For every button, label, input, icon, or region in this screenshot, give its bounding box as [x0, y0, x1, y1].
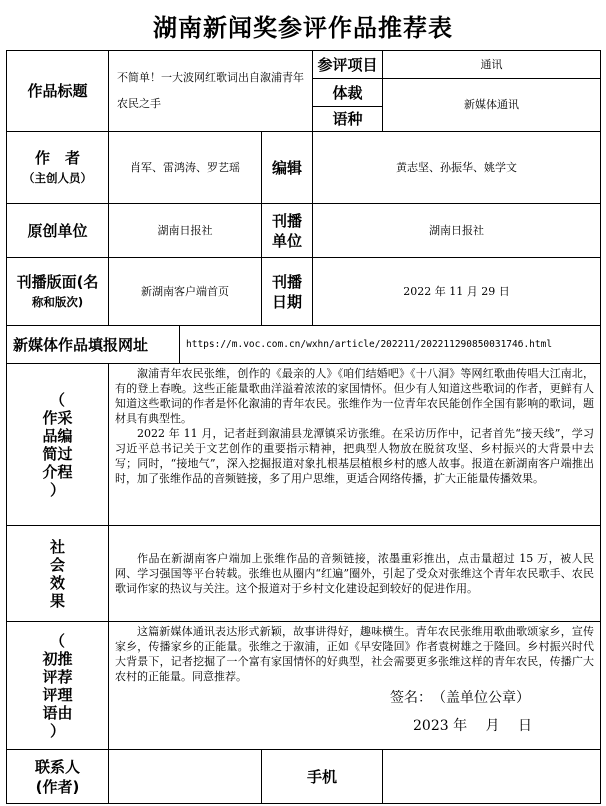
process-label-char: （: [49, 390, 65, 409]
process-label-char: 品编: [42, 426, 73, 445]
process-label: [7, 364, 109, 526]
process-label-char: 简过: [42, 444, 73, 463]
recommend-label: [7, 622, 109, 750]
entry-item-value: 通讯: [383, 51, 601, 79]
edition-label-sub: 称和版次): [31, 294, 84, 309]
recommend-label-char: 初推: [42, 649, 73, 668]
social-effect-text: [109, 526, 601, 622]
social-label-char: 社: [49, 537, 65, 556]
process-label-char: 作采: [42, 408, 73, 427]
contact-label-main: 联系人: [34, 757, 80, 776]
recommend-label-char: ）: [49, 721, 65, 740]
edition-label-main: 刊播版面(名: [16, 272, 99, 291]
social-label-char: 效: [49, 573, 65, 592]
edition-value: 新湖南客户端首页: [109, 258, 262, 326]
recommend-label-char: 评荐: [42, 667, 73, 686]
process-paragraph: 溆浦青年农民张维，创作的《最亲的人》《咱们结婚吧》《十八洞》等网红歌曲传唱大江南北，有的登上春晚。这些正能量歌曲洋溢着浓浓的家国情怀。但少有人知道这些歌词的作者，更鲜有人知道这些歌词的作者是怀化溆浦的青年农民。张维作为一位青年农民能创作全国有影响的歌词，题材具有典型性。: [115, 367, 595, 425]
phone-label: 手机: [262, 750, 383, 804]
origin-unit-value: 湖南日报社: [109, 204, 262, 258]
publish-date-label: 刊播日期: [262, 258, 313, 326]
social-effect-label: [7, 526, 109, 622]
signature-line: 签名： （盖单位公章）: [390, 690, 530, 706]
editor-value: 黄志坚、孙振华、姚学文: [313, 132, 601, 204]
recommend-label-char: 评理: [42, 685, 73, 704]
author-label-main: 作 者: [34, 148, 80, 167]
sign-date: 2023 年 月 日: [413, 718, 532, 734]
social-label-char: 会: [49, 555, 65, 574]
recommend-paragraph: 这篇新媒体通讯表达形式新颖，故事讲得好，趣味横生。青年农民张维用歌曲歌颂家乡，宣传家乡，传播家乡的正能量。张维之于溆浦，正如《早安隆回》作者袁树雄之于隆回。乡村振兴时代大背景下，记者挖掘了一个富有家国情怀的好典型，社会需要更多张维这样的青年农民，传播广大农村的正能量。同意推荐。: [115, 625, 595, 683]
process-text: [109, 364, 601, 526]
process-paragraph: 2022 年 11 月，记者赶到溆浦县龙潭镇采访张维。在采访历作中，记者首先“接天线”，学习习近平总书记关于文艺创作的重要指示精神，把典型人物放在脱贫攻坚、乡村振兴的大背景中去写；同时，“接地气”，深入挖掘报道对象扎根基层植根乡村的感人故事。报道在新湖南客户端推出时，加了张维作品的音频链接，多了用户思维，更适合网络传播，扩大正能量传播效果。: [115, 427, 595, 485]
publish-date-value: 2022 年 11 月 29 日: [313, 258, 601, 326]
process-label-char: 介程: [42, 462, 73, 481]
author-value: 肖军、雷鸿涛、罗艺瑶: [109, 132, 262, 204]
recommend-label-char: （: [49, 631, 65, 650]
social-paragraph: 作品在新湖南客户端加上张维作品的音频链接，浓墨重彩推出，点击量超过 15 万，被人民网、学习强国等平台转载。张维也从圈内“红遍”圈外，引起了受众对张维这个青年农民歌手、农民歌词作家的热议与关注。这个报道对于乡村文化建设起到较好的促进作用。: [115, 552, 595, 595]
publisher-unit-label: 刊播单位: [262, 204, 313, 258]
edition-label: [7, 258, 109, 326]
url-label: 新媒体作品填报网址: [7, 326, 180, 364]
genre-value: 新媒体通讯: [383, 79, 601, 132]
language-label: 语种: [313, 107, 383, 132]
contact-label: [7, 750, 109, 804]
origin-unit-label: 原创单位: [7, 204, 109, 258]
recommendation-form: [6, 50, 601, 804]
process-label-char: ）: [49, 480, 65, 499]
work-title-label: 作品标题: [7, 51, 109, 132]
phone-value: [383, 750, 601, 804]
work-title-value: 不简单！一大波网红歌词出自溆浦青年农民之手: [109, 51, 313, 132]
contact-value: [109, 750, 262, 804]
page-title: 湖南新闻奖参评作品推荐表: [153, 13, 453, 42]
social-label-char: 果: [49, 591, 65, 610]
genre-label: 体裁: [313, 79, 383, 107]
recommend-label-char: 语由: [42, 703, 73, 722]
publisher-unit-value: 湖南日报社: [313, 204, 601, 258]
author-label-sub: （主创人员）: [23, 170, 92, 185]
recommend-text: [109, 622, 601, 750]
contact-label-sub: (作者): [35, 777, 80, 796]
entry-item-label: 参评项目: [313, 51, 383, 79]
author-label: [7, 132, 109, 204]
editor-label: 编辑: [262, 132, 313, 204]
url-value: https://m.voc.com.cn/wxhn/article/202211/20221129085003174б.html: [180, 326, 601, 364]
